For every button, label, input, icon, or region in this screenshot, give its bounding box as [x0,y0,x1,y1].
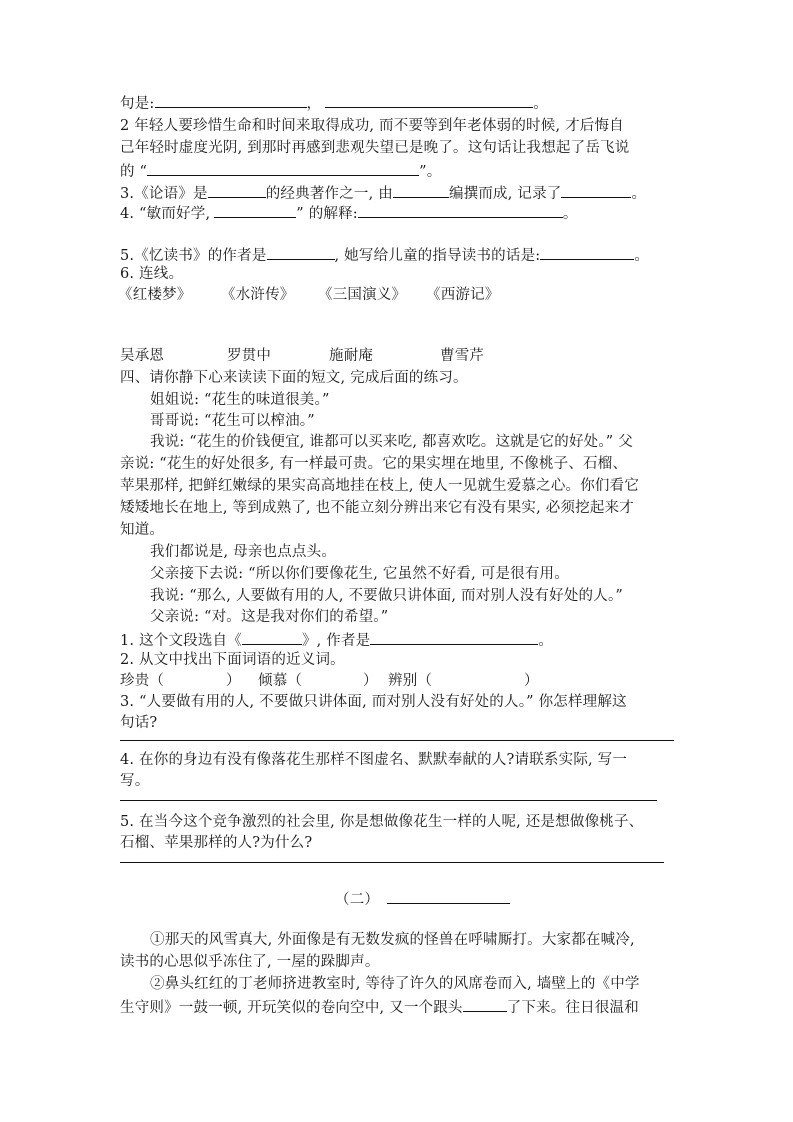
answer-blank[interactable] [370,629,538,645]
answer-line[interactable] [120,740,674,741]
label: 编撰而成, 记录了 [448,186,562,202]
passage-line: 父亲说: “对。这是我对你们的希望。” [150,609,389,625]
answer-blank[interactable] [147,160,419,176]
passage-line: 苹果那样, 把鲜红嫩绿的果实高高地挂在枝上, 使人一见就生爱慕之心。你们看它 [120,478,640,494]
answer-blank[interactable] [208,182,266,198]
word-close: ） [363,673,378,689]
answer-blank[interactable] [267,244,335,260]
word-prompt: 辨别（ [388,673,433,689]
book-item[interactable]: 《西游记》 [426,287,500,303]
label: 》, 作者是 [301,633,371,649]
text: 生守则》一鼓一顿, 开玩笑似的卷向空中, 又一个跟头 [120,1000,463,1016]
author-item[interactable]: 施耐庵 [329,348,374,364]
separator: ， [306,96,322,112]
q6-title: 6. 连线。 [120,266,184,282]
book-item[interactable]: 《三国演义》 [318,287,407,303]
answer-line[interactable] [120,862,664,863]
answer-line[interactable] [120,800,657,801]
q2-line2: 己年轻时虚度光阴, 到那时再感到悲观失望已是晚了。这句话让我想起了岳飞说 [120,140,630,156]
book-item[interactable]: 《红楼梦》 [118,287,192,303]
p4-q1-line [120,629,553,651]
period: 。 [533,96,548,112]
section2-label [335,888,510,910]
answer-blank[interactable] [463,996,507,1012]
q1-answer-line [120,92,548,114]
passage-line: 知道。 [120,522,165,538]
period: 。 [634,248,650,264]
q5-line [120,244,649,266]
period: ”。 [419,164,442,180]
author-item[interactable]: 曹雪芹 [440,348,485,364]
p4-q2-title: 2. 从文中找出下面词语的近义词。 [120,652,345,668]
answer-blank[interactable] [242,629,302,645]
passage-line: 亲说: “花生的好处很多, 有一样最可贵。它的果实埋在地里, 不像桃子、石榴、 [120,456,628,472]
paragraph-line: ①那天的风雪真大, 外面像是有无数发疯的怪兽在呼啸厮打。大家都在喊冷, [150,932,635,948]
author-item[interactable]: 吴承恩 [120,348,165,364]
label: （二） [335,892,380,908]
passage-line: 父亲接下去说: “所以你们要像花生, 它虽然不好看, 可是很有用。 [150,566,569,582]
word-prompt: 珍贵（ [120,673,165,689]
answer-blank[interactable] [214,202,296,218]
answer-blank[interactable] [393,182,449,198]
p4-q3-line2: 句话? [120,715,158,731]
passage-line: 姐姐说: “花生的味道很美。” [150,392,330,408]
word-prompt: 倾慕（ [258,673,303,689]
period: 。 [538,633,554,649]
answer-blank[interactable] [358,202,563,218]
p4-q3-line1: 3. “人要做有用的人, 不要做只讲体面, 而对别人没有好处的人。” 你怎样理解这 [120,694,627,710]
title-blank[interactable] [387,888,510,904]
p4-q4-line2: 写。 [120,773,150,789]
period: 。 [631,186,647,202]
paragraph-line [120,996,639,1018]
q2-line3 [120,160,441,182]
label: 3.《论语》是 [120,186,208,202]
answer-blank[interactable] [325,92,533,108]
label: 4. “敏而好学, [120,206,211,222]
paragraph-line: ②鼻头红红的丁老师挤进教室时, 等待了许久的风席卷而入, 墙壁上的《中学 [150,976,640,992]
passage-line: 哥哥说: “花生可以榨油。” [150,413,315,429]
passage-line: 我们都说是, 母亲也点点头。 [150,544,337,560]
q3-line [120,182,646,204]
section-heading: 四、请你静下心来读读下面的短文, 完成后面的练习。 [120,370,468,386]
p4-q5-line2: 石榴、苹果那样的人?为什么? [120,835,313,851]
book-item[interactable]: 《水浒传》 [221,287,295,303]
answer-blank[interactable] [155,92,307,108]
paragraph-line: 读书的心思似乎冻住了, 一屋的跺脚声。 [120,954,380,970]
label: 句是: [120,96,155,112]
passage-line: 矮矮地长在地上, 等到成熟了, 也不能立刻分辨出来它有没有果实, 必须挖起来才 [120,500,634,516]
text: 了下来。往日很温和 [506,1000,639,1016]
label: 5.《忆读书》的作者是 [120,248,267,264]
q2-line1: 2 年轻人要珍惜生命和时间来取得成功, 而不要等到年老体弱的时候, 才后悔自 [120,118,624,134]
word-close: ） [226,673,241,689]
author-item[interactable]: 罗贯中 [227,348,272,364]
answer-blank[interactable] [561,182,631,198]
p4-q4-line1: 4. 在你的身边有没有像落花生那样不图虚名、默默奉献的人?请联系实际, 写一 [120,752,628,768]
label: , 她写给儿童的指导读书的话是: [334,248,541,264]
label: 的 “ [120,164,148,180]
label: 1. 这个文段选自《 [120,633,242,649]
period: 。 [562,206,578,222]
word-close: ） [524,673,539,689]
p4-q5-line1: 5. 在当今这个竞争激烈的社会里, 你是想做像花生一样的人呢, 还是想做像桃子、 [120,814,644,830]
passage-line: 我说: “花生的价钱便宜, 谁都可以买来吃, 都喜欢吃。这就是它的好处。” 父 [150,434,633,450]
label: 的经典著作之一, 由 [265,186,393,202]
label: ” 的解释: [296,206,358,222]
passage-line: 我说: “那么, 人要做有用的人, 不要做只讲体面, 而对别人没有好处的人。” [150,588,624,604]
answer-blank[interactable] [540,244,634,260]
q4-line [120,202,578,224]
